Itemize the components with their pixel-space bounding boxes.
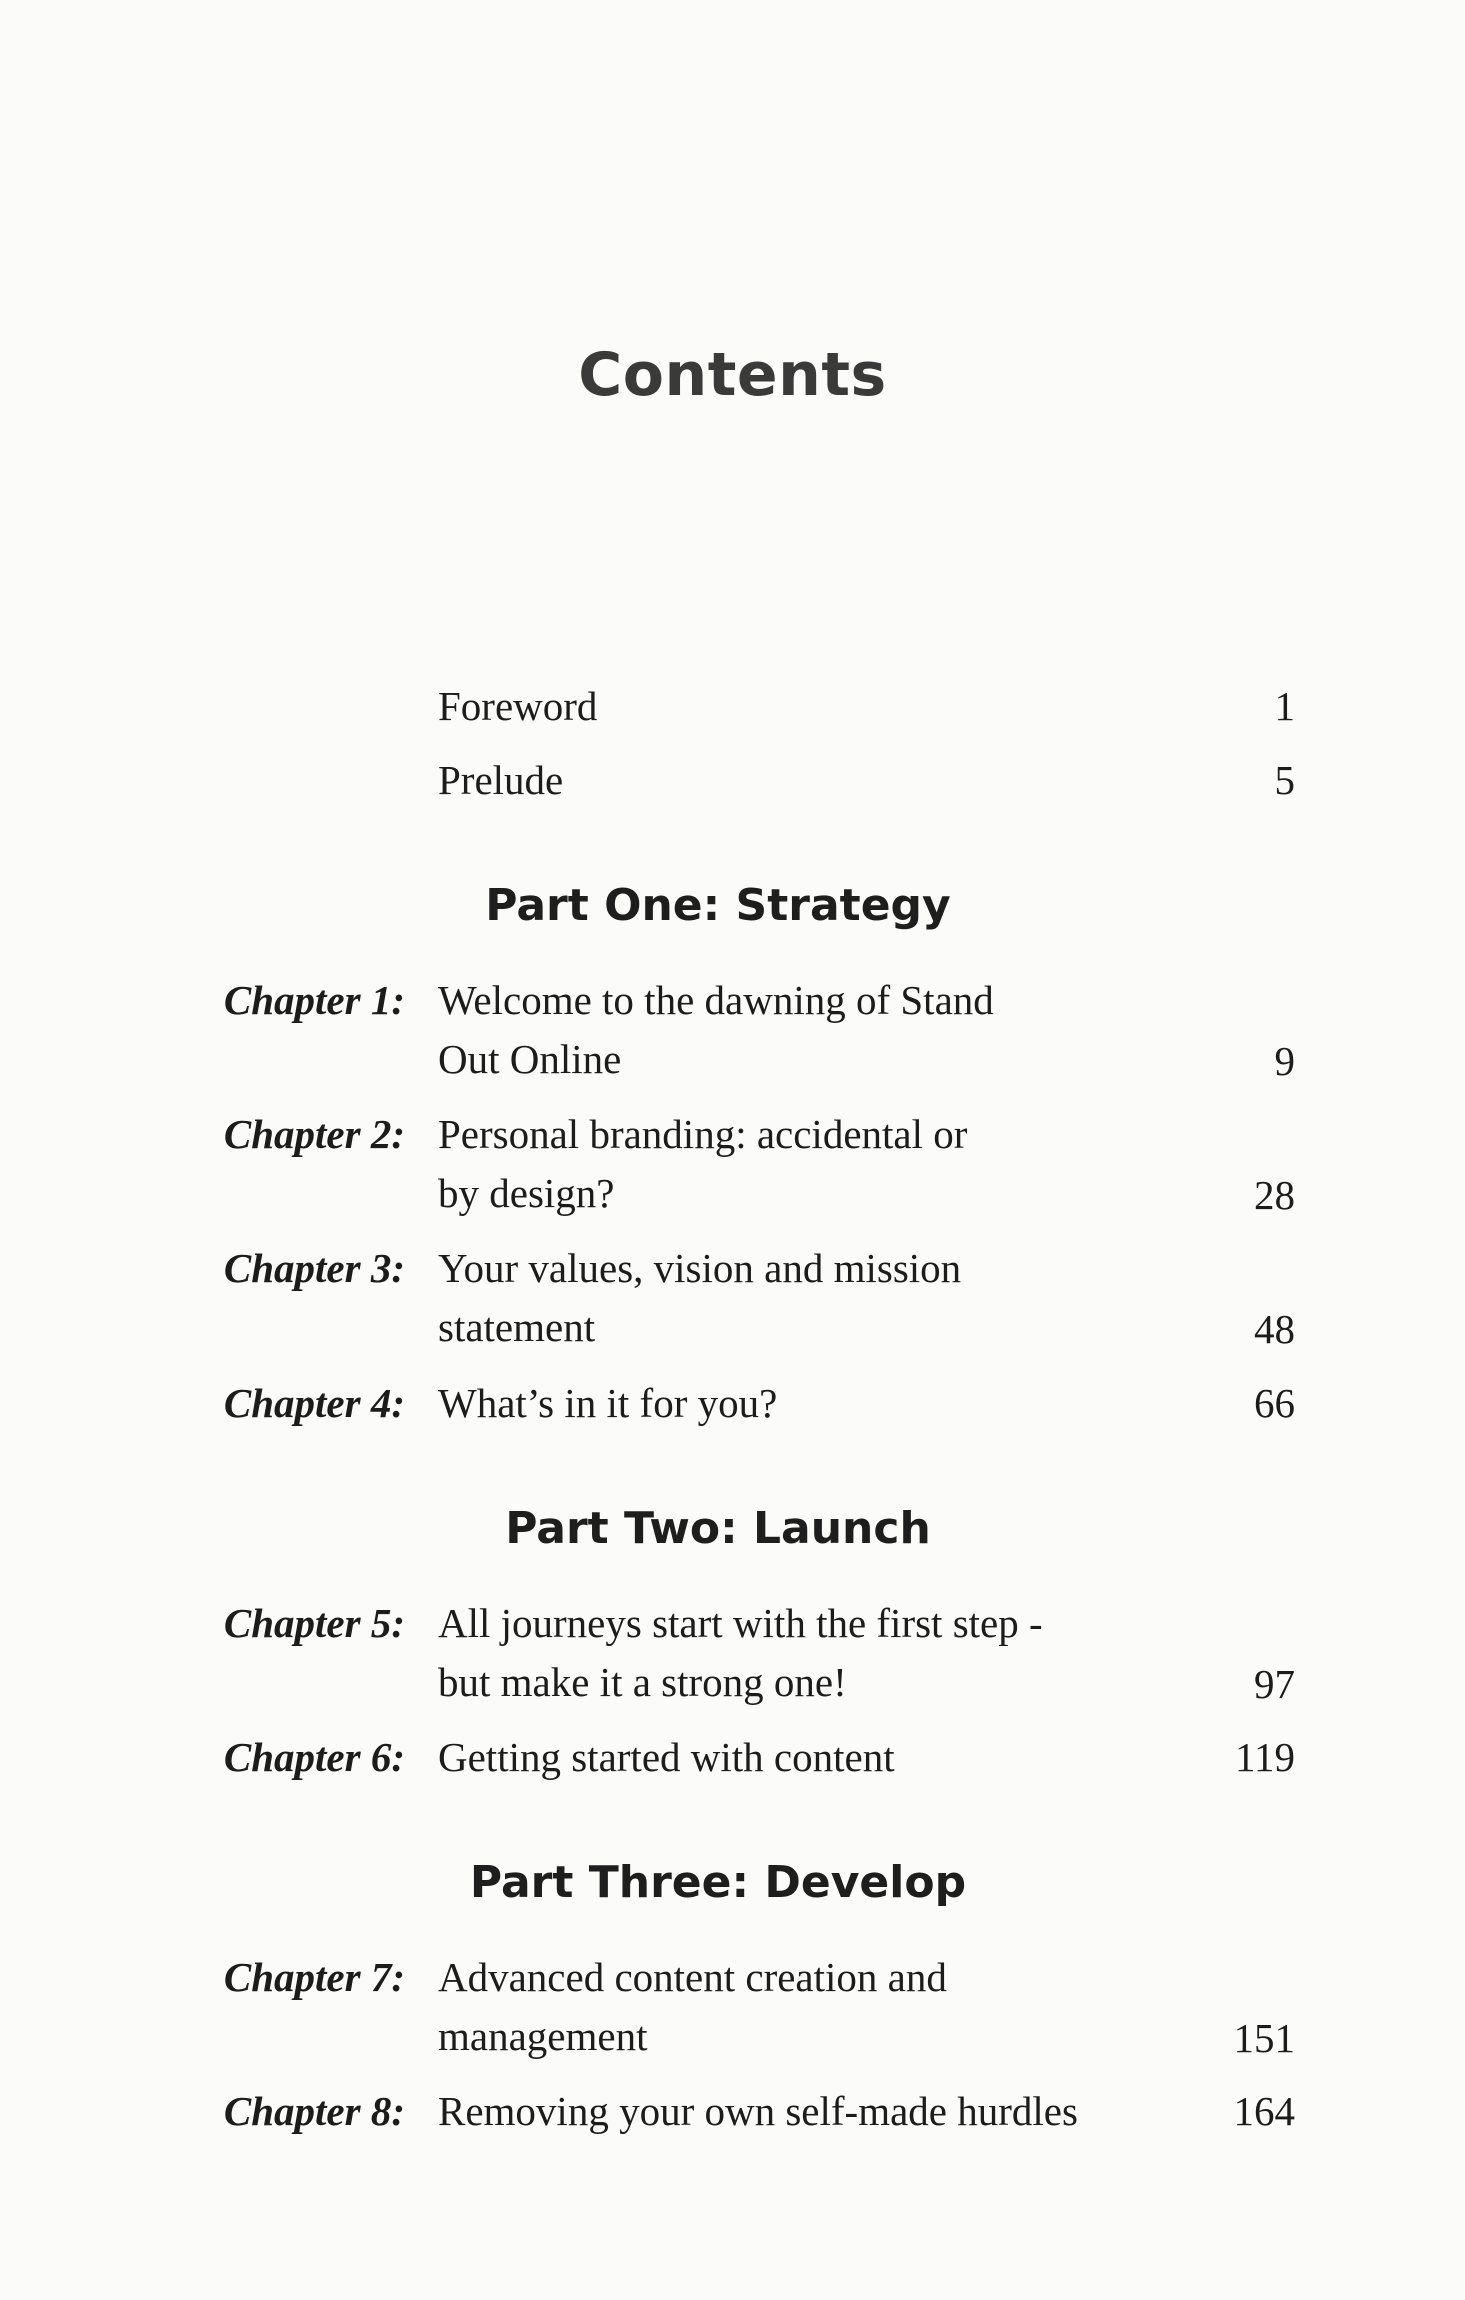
entry-page-number: 1	[1274, 683, 1295, 729]
chapter-label: Chapter 1:	[223, 977, 405, 1023]
entry-title-line: Welcome to the dawning of Stand	[438, 977, 994, 1023]
entry-page-number: 66	[1254, 1380, 1295, 1426]
chapter-label: Chapter 8:	[223, 2088, 405, 2134]
entry-page-number: 28	[1254, 1172, 1295, 1218]
part-heading: Part Two: Launch	[505, 1503, 931, 1554]
entry-page-number: 151	[1233, 2015, 1295, 2061]
chapter-label: Chapter 5:	[223, 1600, 405, 1646]
part-heading: Part Three: Develop	[469, 1857, 967, 1908]
entry-title-line: Removing your own self-made hurdles	[438, 2088, 1078, 2134]
entry-title-line: What’s in it for you?	[438, 1380, 778, 1426]
chapter-label: Chapter 3:	[223, 1245, 405, 1291]
entry-title: Prelude	[438, 757, 564, 803]
entry-title-line: Advanced content creation and	[438, 1954, 947, 2000]
entry-title-line: by design?	[438, 1170, 615, 1216]
entry-title: Foreword	[438, 683, 598, 729]
part-heading: Part One: Strategy	[485, 880, 951, 931]
page-title: Contents	[578, 340, 887, 410]
entry-title-line: statement	[438, 1304, 596, 1350]
entry-title-line: management	[438, 2013, 648, 2059]
entry-page-number: 97	[1254, 1661, 1295, 1707]
chapter-label: Chapter 4:	[223, 1380, 405, 1426]
entry-page-number: 9	[1274, 1038, 1295, 1084]
chapter-label: Chapter 7:	[223, 1954, 405, 2000]
entry-title-line: Personal branding: accidental or	[438, 1111, 968, 1157]
chapter-label: Chapter 6:	[223, 1734, 405, 1780]
entry-title-line: Out Online	[438, 1036, 622, 1082]
entry-page-number: 164	[1233, 2088, 1295, 2134]
entry-title-line: Your values, vision and mission	[438, 1245, 962, 1291]
entry-page-number: 48	[1254, 1306, 1295, 1352]
entry-title-line: but make it a strong one!	[438, 1659, 847, 1705]
entry-page-number: 5	[1274, 757, 1295, 803]
entry-title-line: All journeys start with the first step -	[438, 1600, 1043, 1646]
chapter-label: Chapter 2:	[223, 1111, 405, 1157]
entry-title-line: Getting started with content	[438, 1734, 895, 1780]
entry-page-number: 119	[1235, 1734, 1295, 1780]
